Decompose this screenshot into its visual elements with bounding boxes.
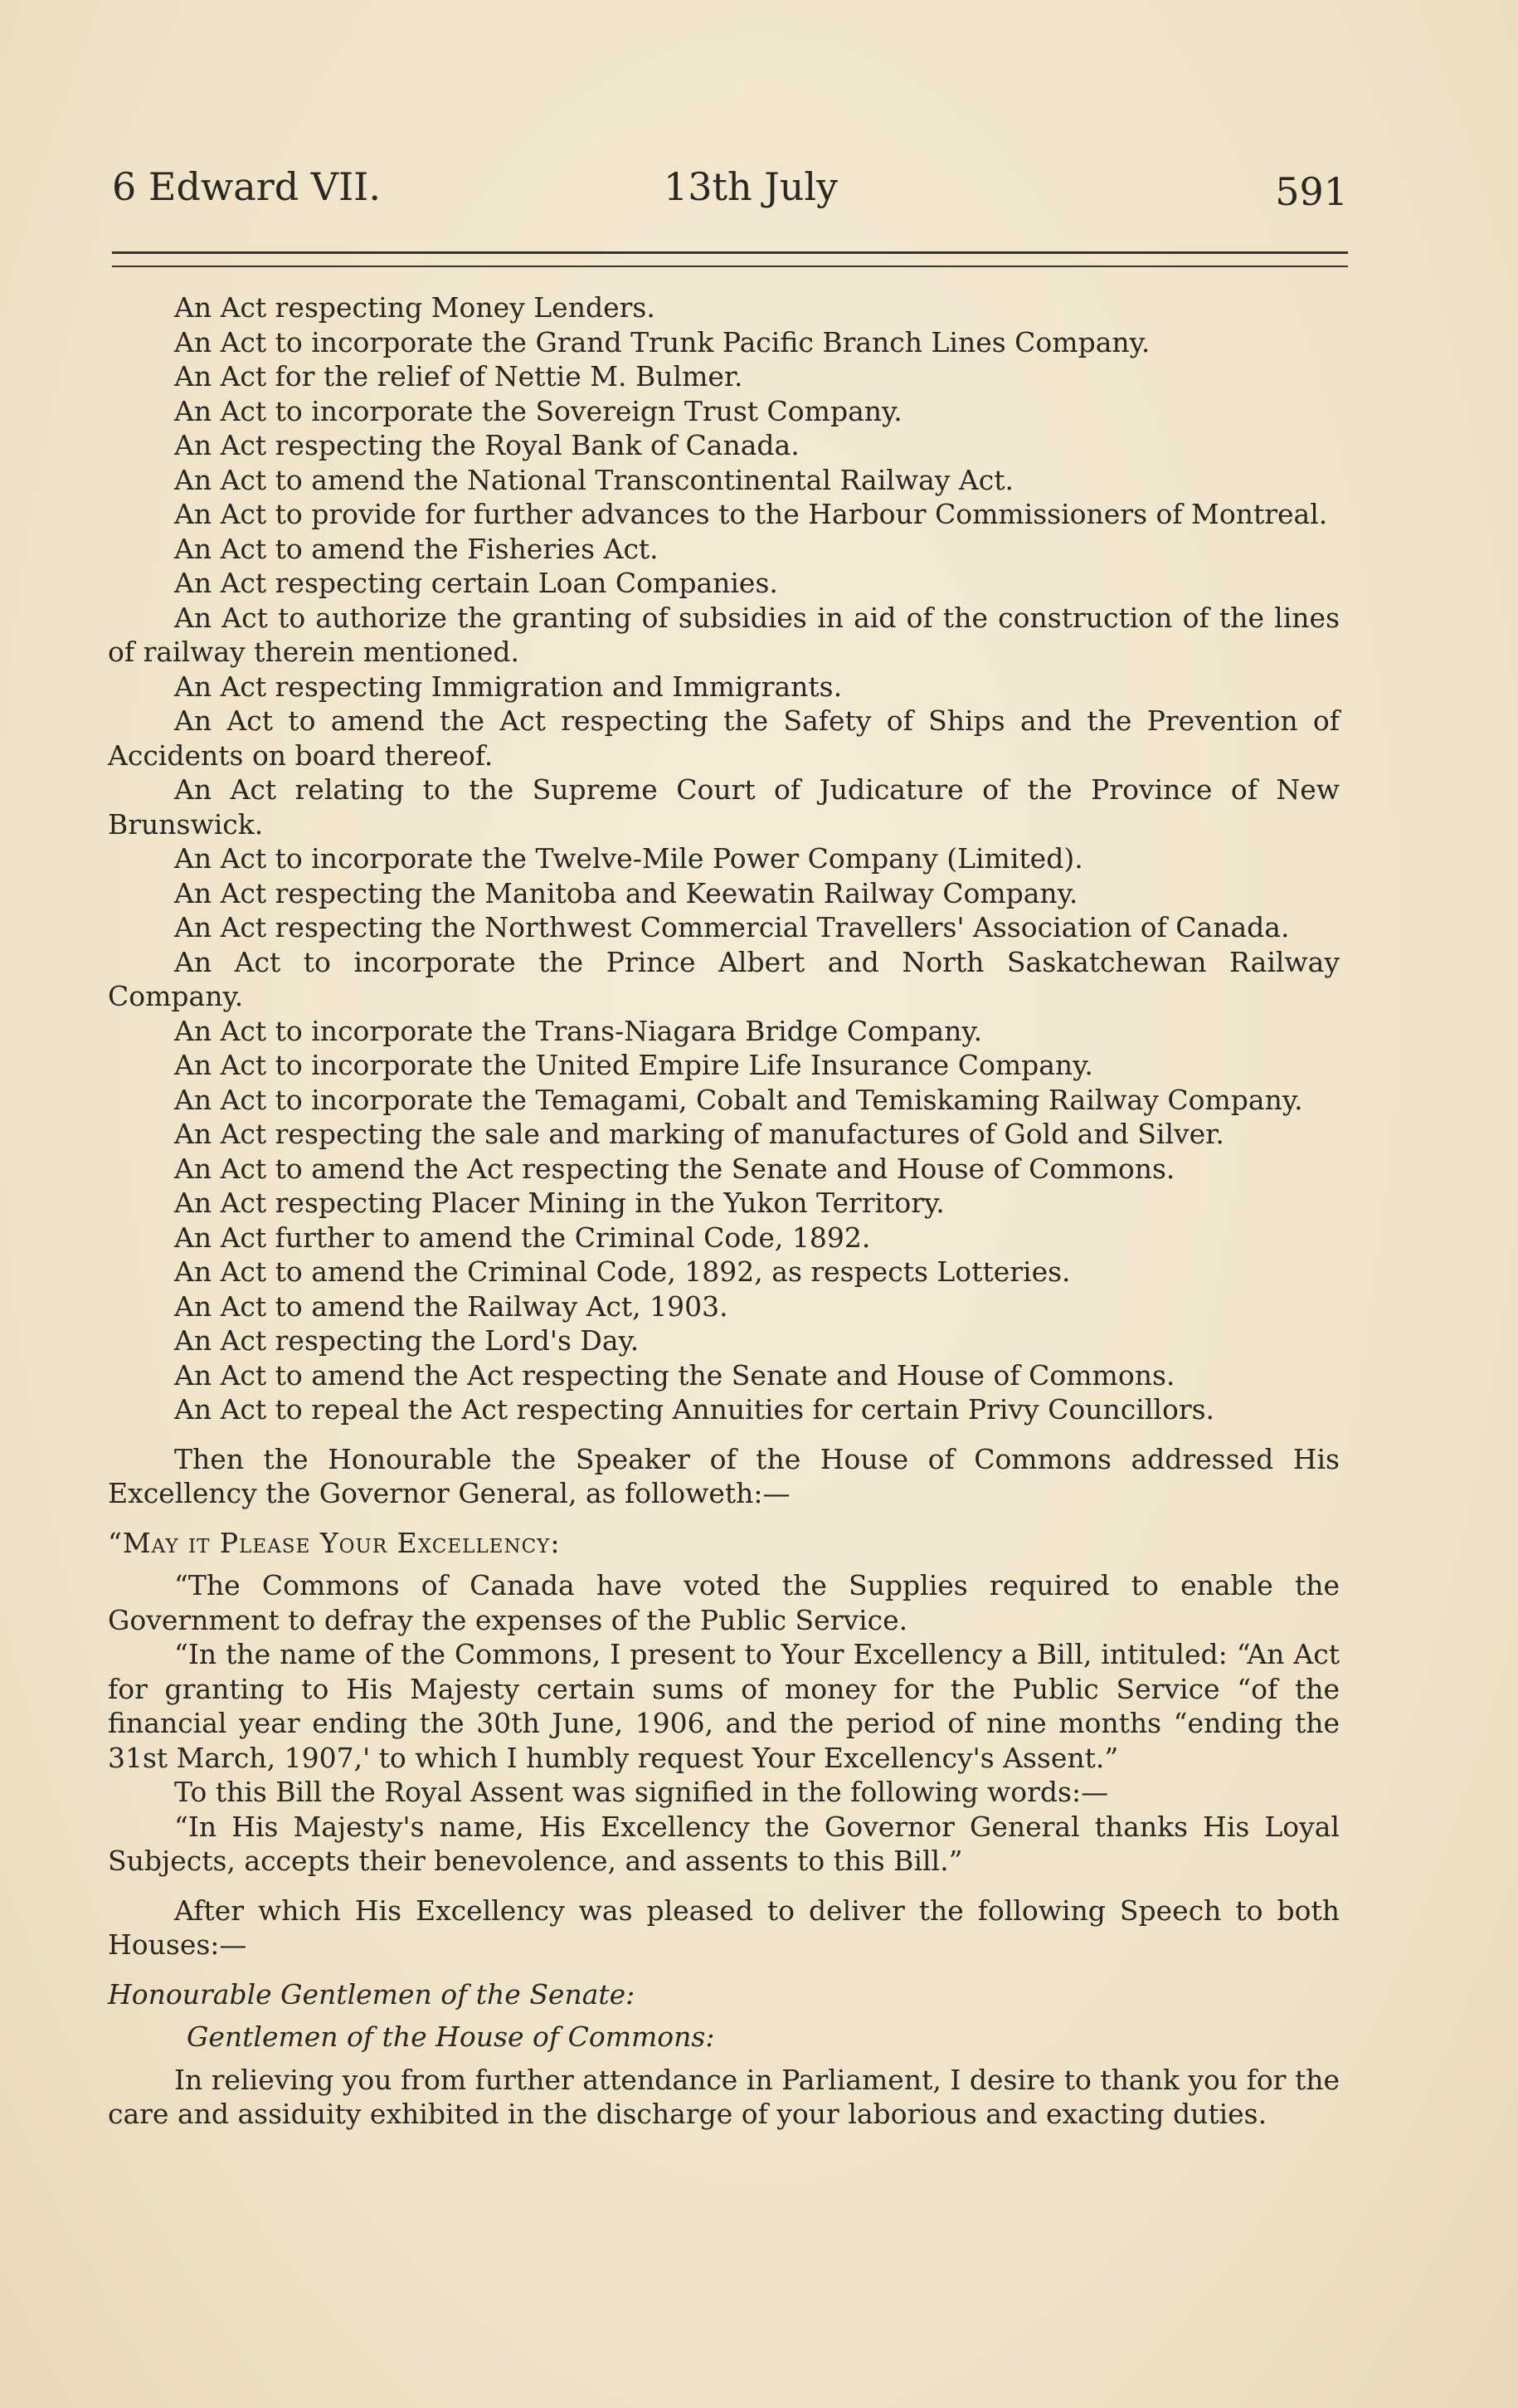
act-item: An Act to incorporate the United Empire Life Insurance Company. — [174, 1049, 1093, 1081]
page-header — [112, 164, 1348, 231]
rule-line-top — [112, 251, 1348, 254]
act-item: An Act respecting Immigration and Immigrants. — [174, 670, 843, 703]
act-item: An Act to amend the Criminal Code, 1892, as respects Lotteries. — [174, 1255, 1071, 1288]
act-item: An Act for the relief of Nettie M. Bulmer. — [174, 360, 743, 392]
act-item: An Act to incorporate the Temagami, Cobalt and Temiskaming Railway Company. — [174, 1083, 1303, 1116]
act-item: An Act respecting Placer Mining in the Yukon Territory. — [174, 1187, 945, 1219]
header-rule — [112, 251, 1348, 273]
rule-line-bottom — [112, 266, 1348, 267]
speech-intro: After which His Excellency was pleased to deliver the following Speech to both Houses:— — [108, 1894, 1340, 1961]
act-item: An Act to repeal the Act respecting Annuities for certain Privy Councillors. — [174, 1393, 1215, 1426]
act-item: An Act to amend the Act respecting the Senate and House of Commons. — [174, 1358, 1175, 1392]
speech-paragraph: In relieving you from further attendance in Parliament, I desire to thank you for the care and assiduity exhibited in the discharge of your laborious and exacting duties. — [108, 2063, 1340, 2130]
royal-assent-note: To this Bill the Royal Assent was signified in the following words:— — [174, 1776, 1109, 1808]
acts-list — [108, 290, 1340, 1427]
act-item: An Act to amend the Railway Act, 1903. — [174, 1289, 728, 1323]
act-item: An Act to amend the Fisheries Act. — [174, 532, 659, 565]
act-item: An Act further to amend the Criminal Code, 1892. — [174, 1221, 871, 1254]
royal-assent-words: “In His Majesty's name, His Excellency the Governor General thanks His Loyal Subjects, accepts their benevolence, and assents to this Bill.” — [108, 1810, 1340, 1877]
act-item: An Act to incorporate the Sovereign Trust Company. — [174, 394, 903, 427]
act-item: An Act respecting the Manitoba and Keewatin Railway Company. — [174, 876, 1078, 909]
address-paragraph: “In the name of the Commons, I present to Your Excellency a Bill, intituled: “An Act for granting to His Majesty certain sums of money for the Public Service “of the financial year ending the 30th June, 1906, and the period of nine months “ending the 31st March, 1907,' to which I humbly request Your Excellency's Assent.” — [108, 1638, 1340, 1774]
act-item: An Act to incorporate the Trans-Niagara Bridge Company. — [174, 1014, 983, 1047]
act-item: An Act to amend the National Transcontinental Railway Act. — [174, 463, 1014, 496]
act-item: An Act relating to the Supreme Court of Judicature of the Province of New Brunswick. — [108, 773, 1340, 841]
address-salutation: “May it Please Your Excellency: — [108, 1526, 561, 1559]
senate-salutation: Honourable Gentlemen of the Senate: — [108, 1977, 635, 2011]
act-item: An Act respecting Money Lenders. — [174, 291, 655, 324]
page-body — [108, 290, 1340, 2132]
act-item: An Act respecting the Royal Bank of Canada. — [174, 429, 800, 461]
act-item: An Act to authorize the granting of subsidies in aid of the construction of the lines of railway therein mentioned. — [108, 601, 1340, 668]
act-item: An Act to incorporate the Grand Trunk Pacific Branch Lines Company. — [174, 325, 1151, 358]
speaker-intro: Then the Honourable the Speaker of the House of Commons addressed His Excellency the Governor General, as followeth:— — [108, 1442, 1340, 1509]
address-paragraph: “The Commons of Canada have voted the Supplies required to enable the Government to defray the expenses of the Public Service. — [108, 1569, 1340, 1636]
act-item: An Act to amend the Act respecting the Safety of Ships and the Prevention of Accidents on board thereof. — [108, 704, 1340, 772]
sitting-date: 13th July — [664, 164, 839, 209]
commons-salutation: Gentlemen of the House of Commons: — [187, 2020, 715, 2053]
act-item: An Act respecting the sale and marking of manufactures of Gold and Silver. — [174, 1118, 1224, 1150]
act-item: An Act to incorporate the Twelve-Mile Power Company (Limited). — [174, 842, 1083, 875]
act-item: An Act respecting the Lord's Day. — [174, 1324, 640, 1357]
act-item: An Act to incorporate the Prince Albert and North Saskatchewan Railway Company. — [108, 945, 1340, 1012]
act-item: An Act respecting certain Loan Companies. — [174, 567, 778, 599]
page-number: 591 — [1275, 169, 1348, 214]
regnal-year: 6 Edward VII. — [112, 164, 381, 209]
act-item: An Act to amend the Act respecting the Senate and House of Commons. — [174, 1152, 1175, 1185]
act-item: An Act respecting the Northwest Commercial Travellers' Association of Canada. — [174, 911, 1290, 943]
act-item: An Act to provide for further advances to the Harbour Commissioners of Montreal. — [174, 498, 1328, 530]
commons-address — [108, 1568, 1340, 1879]
